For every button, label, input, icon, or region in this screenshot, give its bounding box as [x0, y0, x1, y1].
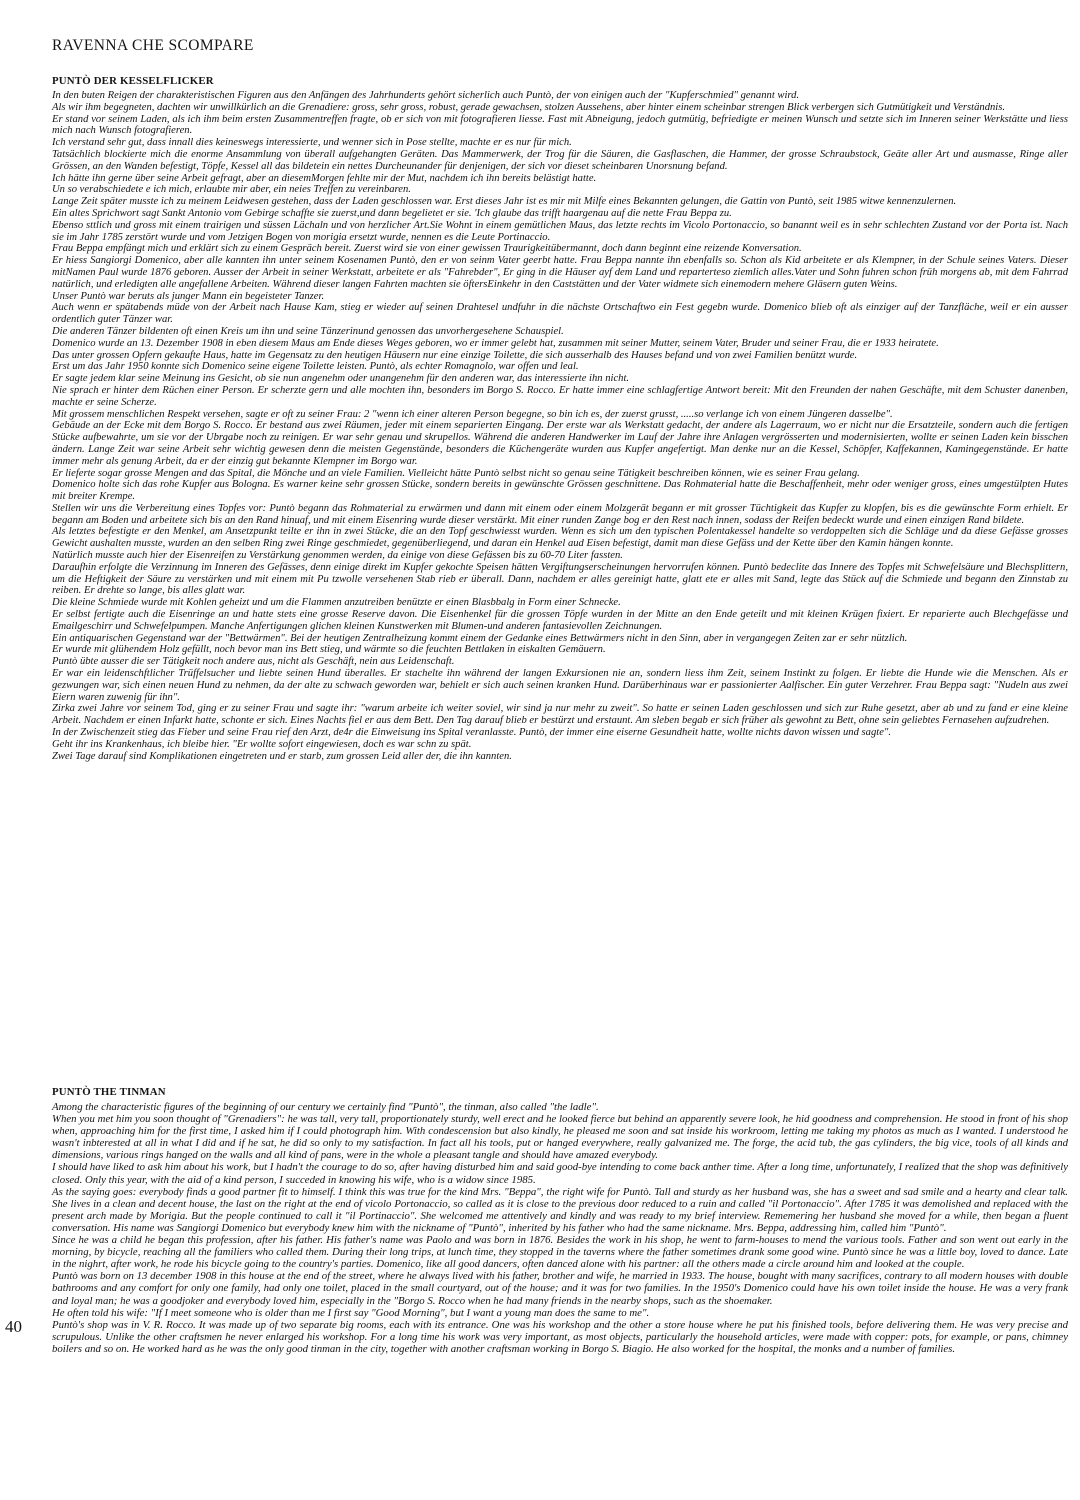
german-paragraph: Er hiess Sangiorgi Domenico, aber alle kannten ihn unter seinem Kosenamen Puntò, den er von seinm Vater geerbt hatte. Frau Beppa nannte ihn ebenfalls so. Schon als Kid arbeitete er als Klempner, in der Schule seines Vaters. Dieser mitNamen Paul wurde 1876 geboren. Ausser der Arbeit in seiner Werkstatt, arbeitete er als "Fahrebder", Er ging in die Häuser ayf dem Land und reparterteso ziemlich alles.Vater und Sohn fuhren schon früh morgens ab, mit dem Fahrrad natürlich, und erledigten alle angefallene Arbeiten. Während dieser langen Fahrten machten sie öftersEinkehr in den Caststätten und der Vater widmete sich einemodern mehere Gläsern guten Weins. [52, 255, 1068, 290]
english-paragraph: Puntò was born on 13 december 1908 in this house at the end of the street, where he always lived with his father, brother and wife, he married in 1933. The house, bought with many sacrifices, contrary to all modern houses with double bathrooms and any comfort for only one family, had only one toilet, placed in the small courtyard, out of the house; and it was for two families. In the 1950's Domenico could have his own toilet inside the house. He was a very frank and loyal man; he was a goodjoker and everybody loved him, especially in the "Borgo S. Rocco when he had many friends in the nearby shops, such as the shoemaker. [52, 1270, 1068, 1307]
german-paragraph: Er selbst fertigte auch die Eisenringe an und hatte stets eine grosse Reserve davon. Die Eisenhenkel für die grossen Töpfe wurden in der Mitte an den Ende geteilt und mit kleinen Krügen fixiert. Er reparierte auch Blechgefässe und Emailgeschirr und Schwefelpumpen. Manche Anfertigungen glichen kleinen Kunstwerken mit Blumen-und anderen fantasievollen Zeichnungen. [52, 609, 1068, 632]
german-paragraph: Mit grossem menschlichen Respekt versehen, sagte er oft zu seiner Frau: 2 "wenn ich einer alteren Person begegne, so bin ich es, der zuerst grusst, .....so verlange ich von einem Jüngeren dasselbe". [52, 408, 893, 420]
german-paragraph: Zwei Tage darauf sind Komplikationen eingetreten und er starb, zum grossen Leid aller der, die ihn kannten. [52, 750, 512, 762]
english-paragraph: As the saying goes: everybody finds a good partner fit to himself. I think this was true for the kind Mrs. "Beppa", the right wife for Puntò. Tall and sturdy as her husband was, she has a sweet and sad smile and a hearty and clear talk. She lives in a clean and decent house, the last on the right at the end of vicolo Portonaccio, so called as it is close to the previous door reduced to a ruin and called "il Portonaccio". After 1785 it was demolished and replaced with the present arch made by Morigia. But the people continued to call it "il Portinaccio". She welcomed me attentively and kindly and was ready to my brief interview. Rememering her husband she moved for a while, then began a fluent conversation. His name was Sangiorgi Domenico but everybody knew him with the nickname of "Puntò", inherited by his father who had the same nickname. Mrs. Beppa, addressing him, called him "Puntò". [52, 1185, 1068, 1234]
german-paragraph: Puntò übte ausser die ser Tätigkeit noch andere aus, nicht als Geschäft, nein aus Leidenschaft. [52, 656, 455, 668]
page-number: 40 [5, 1317, 22, 1336]
german-paragraph: Er lieferte sogar grosse Mengen and das Spital, die Mönche und an viele Familien. Vielleicht hätte Puntò selbst nicht so genau seine Tätigkeit beschreiben können, wie es seiner Frau gelang. [52, 467, 860, 479]
german-paragraph: Ebenso sttlich und gross mit einem trairigen und süssen Lächaln und von herzlicher Art.Sie Wohnt in einem gemütlichen Maus, das letzte rechts im Vicolo Portonaccio, so banannt weil es in sehr schlechten Zustand vor der Porta ist. Nach sie im Jahr 1785 zerstört wurde und vom Jetzigen Bogen von morigia ersetzt wurde, nennen es die Leute Portinaccio. [52, 219, 1068, 243]
german-paragraph: Er sagte jedem klar seine Meinung ins Gesicht, ob sie nun angenehm oder unangenehm für den anderen war, das interessierte ihn nicht. [52, 373, 630, 385]
german-paragraph: Ich verstand sehr gut, dass innall dies keineswegs interessierte, und wenner sich in Pose stellte, machte er es nur für mich. [52, 137, 572, 149]
german-paragraph: Zirka zwei Jahre vor seinem Tod, ging er zu seiner Frau und sagte ihr: "warum arbeite ich weiter soviel, wir sind ja nur mehr zu zweit". So hatte er seinen Laden geschlossen und sich zur Ruhe gesetzt, aber ab und zu fand er eine kleine Arbeit. Nachdem er einen Infarkt hatte, schonte er sich. Eines Nachts fiel er aus dem Bett. Den Tag darauf blieb er bestürzt und erstaunt. Am sleben begab er sich früher als gewohnt zu Bett, ohne sein geliebtes Fernasehen aufzudrehen. [52, 703, 1068, 727]
english-section [52, 1086, 1068, 1355]
german-paragraph: Das unter grossen Opfern gekaufte Haus, hatte im Gegensatz zu den heutigen Häusern nur eine einzige Toilette, die sich ausserhalb des Hauses befand und von zwei Familien benützt wurde. [52, 349, 858, 361]
german-paragraph: Die anderen Tänzer bildenten oft einen Kreis um ihn und seine Tänzerinund genossen das unvorhergesehene Schauspiel. [52, 325, 564, 337]
german-paragraph: Ein altes Sprichwort sagt Sankt Antonio vom Gebirge schaffte sie zuerst,und dann begelietet er sie. 'Ich glaube das trifft haargenau auf die nette Frau Beppa zu. [52, 207, 732, 219]
german-paragraph: Domenico wurde an 13. Dezember 1908 in eben diesem Maus am Ende dieses Weges geboren, wo er immer gelebt hat, zusammen mit seiner Mutter, seinem Vater, Bruder und seiner Frau, die er 1933 heiratete. [52, 337, 939, 349]
german-paragraph: Er stand vor seinem Laden, als ich ihm beim ersten Zusammentreffen fragte, ob er sich von mit fotografieren liesse. Fast mit Abneigung, jedoch gutmütig, befriedigte er meinen Wunsch und setzte sich im Inneren seiner Werkstätte und liess mich nach Wunsch fotografieren. [52, 113, 1068, 137]
english-paragraph: When you met him you soon thought of "Grenadiers": he was tall, very tall, proportionately sturdy, well erect and he looked fierce but behind an apparently severe look, he hid goodness and comprehension. He stood in front of his shop when, approaching him for the first time, I asked him if I could photograph him. With condescension but also kindly, he pleased me soon and sat inside his workroom, letting me taking my photos as much as I wanted. I understood he wasn't inbterested at all in what I did and if he sat, he did so only to my satisfaction. In fact all his tools, put or hanged everywhere, really galvanized me. The forge, the acid tub, the gas cylinders, the big vice, tools of all kinds and dimensions, various rings hanged on the walls and all kind of pans, were in the whole a pleasant tangle and should have amazed everybody. [52, 1113, 1068, 1162]
german-paragraph: Frau Beppa empfängt mich und erklärt sich zu einem Gespräch bereit. Zuerst wird sie von einer gewissen Traurigkeitübermannt, doch dann beginnt eine reizende Konversation. [52, 243, 802, 255]
german-paragraph: Nie sprach er hinter dem Rüchen einer Person. Er scherzte gern und alle mochten ihn, besonders im Borgo S. Rocco. Er hatte immer eine schlagfertige Antwort bereit: Mit den Freunden der nahen Geschäfte, mit dem Schuster danenben, machte er seine Scherze. [52, 384, 1068, 408]
german-title: PUNTÒ DER KESSELFLICKER [52, 75, 214, 87]
german-section [52, 75, 1068, 762]
german-paragraph: Ein antiquarischen Gegenstand war der "Bettwärmen". Bei der heutigen Zentralheizung kommt einem der Gedanke eines Bettwärmers nicht in den Sinn, aber in vergangegen Zeiten zar er sehr nützlich. [52, 632, 908, 644]
german-paragraph: Lange Zeit später musste ich zu meinem Leidwesen gestehen, dass der Laden geschlossen war. Erst dieses Jahr ist es mir mit Milfe eines Bekannten gelungen, die Gattin von Puntò, seit 1985 witwe kennenzulernen. [52, 196, 957, 208]
german-paragraph: Gebäude an der Ecke mit dem Borgo S. Rocco. Er bestand aus zwei Räumen, jeder mit einem separierten Eingang. Der erste war als Werkstatt gedacht, der andere als Lagerraum, wo er nicht nur die Ersatzteile, sondern auch die fertigen Stücke aufbewahrte, um sie vor der Ubrgabe noch zu reinigen. Er war sehr genau und skrupellos. Während die anderen Handwerker im Lauf der Jahre ihre Anlagen vergrösserten und modernisierten, wollte er seinen Laden kein bisschen ändern. Lange Zeit war seine Arbeit sehr wichtig gewesen denn die meisten Gegenstände, besonders die Küchengeräte wurden aus Kupfer angefertigt. Man denke nur an die Kessel, Schöpfer, Kaffekannen, Kamingegenstände. Er hatte immer mehr als genung Arbeit, da er der einzig gut bekannte Klempner im Borgo war. [52, 420, 1068, 467]
german-paragraph: Auch wenn er spätabends müde von der Arbeit nach Hause Kam, stieg er wieder auf seinen Drahtesel undfuhr in die nächste Ortschaftwo ein Fest gegebn wurde. Domenico blieb oft als einziger auf der Tanzfläche, weil er ein ausser ordentlich guter Tänzer war. [52, 302, 1068, 326]
german-paragraph: Unser Puntò war beruts als junger Mann ein begeisteter Tanzer. [52, 290, 325, 302]
english-title: PUNTÒ THE TINMAN [52, 1086, 166, 1098]
german-paragraph: Domenico holte sich das rohe Kupfer aus Bologna. Es warner keine sehr grossen Stücke, sondern bereits in gewünschte Grössen geschnittene. Das Rohmaterial hatte die Beschaffenheit, mehr oder weniger gross, eines umgestülpten Hutes mit breiter Krempe. [52, 479, 1068, 503]
german-paragraph: Erst um das Jahr 1950 konnte sich Domenico seine eigene Toilette leisten. Puntò, als echter Romagnolo, war offen und leal. [52, 361, 579, 373]
german-paragraph: Ich hätte ihn gerne über seine Arbeit gefragt, aber an diesemMorgen fehlte mir der Mut, nachdem ich ihn bereits belästigt hatte. [52, 172, 597, 184]
german-paragraph: Tatsächlich blockierte mich die enorme Ansammlung von überall aufgehangten Geräten. Das Mammerwerk, der Trog für die Säuren, die Gasflaschen, die Hammer, der grosse Schraubstock, Geäte aller Art und ausmasse, Ringe aller Grössen, an den Wanden befestigt, Töpfe, Kessel all das bildetein ein nettes Durcheunander für denjenigen, der sich vor dieset scheinbaren Unorsnung befand. [52, 148, 1068, 172]
german-paragraph: Die kleine Schmiede wurde mit Kohlen geheizt und um die Flammen anzutreiben benützte er einen Blasbbalg in Form einer Schnecke. [52, 597, 621, 609]
german-paragraph: Un so verabschiedete e ich mich, erlaubte mir aber, ein neies Treffen zu vereinbaren. [52, 184, 411, 196]
german-paragraph: Als letztes befestigte er den Menkel, am Ansetzpunkt teilte er ihn in zwei Stücke, die an den Topf geschwiesst wurden. Wenn es sich um den typischen Polentakessel handelte so verdoppelten sich die Schläge und da diese Gefässe grosses Gewicht aushalten musste, wurden an den selben Ring zwei Ringe geschmiedet, gegenüberliegend, und daran ein Henkel aud Eisen befestigt, damit man diese Gefäss und der Kette über den Kamin hängen konnte. [52, 526, 1068, 550]
german-paragraph: Er wurde mit glühendem Holz gefüllt, noch bevor man ins Bett stieg, und wärmte so die feuchten Bettlaken in eiskalten Gemäuern. [52, 644, 606, 656]
german-paragraph: Stellen wir uns die Verbereitung eines Topfes vor: Puntò begann das Rohmaterial zu erwärmen und dann mit einem oder einem Molzgerät begann er mit grosser Tüchtigkeit das Kupfer zu klopfen, bis es die gewünschte Form erhielt. Er begann am Boden und arbeitete sich bis an den Rand hinuaf, und mit einem Eisenring wurde dieser verstärkt. Mit einer runden Zange bog er den Rest nach innen, sodass der Reifen bedeckt wurde und einen einzigen Rand bildete. [52, 502, 1068, 526]
german-paragraph: In den buten Reigen der charakteristischen Figuren aus den Anfängen des Jahrhunderts gehört sicherlich auch Puntò, der von einigen auch der "Kupferschmied" genannt wird. [52, 90, 800, 101]
english-paragraph: I should have liked to ask him about his work, but I hadn't the courage to do so, after having disturbed him and said good-bye intending to come back anther time. After a long time, unfortunately, I realized that the shop was definitively closed. Only this year, with the aid of a kind person, I succeded in knowing his wife, who is a widow since 1985. [52, 1161, 1068, 1186]
german-paragraph: Natürlich musste auch hier der Eisenreifen zu Verstärkung genommen werden, da einige von diese Gefässen bis zu 60-70 Liter fassten. [52, 550, 623, 562]
german-paragraph: Als wir ihm begegneten, dachten wir unwillkürlich an die Grenadiere: gross, sehr gross, robust, gerade gewachsen, stolzen Aussehens, aber hinter einem scheinbar strengen Blick verbergen sich Gutmütigkeit und Verständnis. [52, 101, 1006, 113]
german-paragraph: Daraufhin erfolgte die Verzinnung im Inneren des Gefässes, denn einige direkt im Kupfer gekochte Speisen hätten Vergiftungserscheinungen hervorrufen können. Puntò bedeclite das Innere des Topfes mit Schwefelsäure und Blechsplittern, um die Heftigkeit der Säure zu verstärken und mit einem mit Pu tzwolle versehenen Stab rieb er überall. Dann, nachdem er alles gereinigt hatte, glatt ete er alles mit Sand, legte das Stück auf die Schmiede und begann den Zinnstab zu reiben. Er drehte so lange, bis alles glatt war. [52, 561, 1068, 597]
german-body [52, 90, 1068, 762]
english-paragraph: Among the characteristic figures of the beginning of our century we certainly find "Puntò", the tinman, also called "the ladle". [52, 1101, 599, 1113]
english-paragraph: Since he was a child he began this profession, after his father. His father's name was Paolo and was born in 1876. Besides the work in his shop, he went to farm-houses to mend the various tools. Father and son went out early in the morning, by bicycle, reaching all the familiers who called them. During their long trips, at lunch time, they stopped in the taverns where the father sometimes drank some good wine. Puntò since he was a little boy, loved to dance. Late in the nighrt, after work, he rode his bicycle going to the country's parties. Domenico, like all good dancers, often danced alone with his partner: all the others made a circle around him and looked at the couple. [52, 1234, 1068, 1271]
english-paragraph: He often told his wife: "If I meet someone who is older than me I first say "Good Morning", but I want a young man does the same to me". [52, 1306, 650, 1319]
german-paragraph: Er war ein leidenschftlicher Trüffelsucher und liebte seinen Hund überalles. Er stachelte ihn während der langen Exkursionen nie an, sondern liess ihm Zeit, seinem Instinkt zu folgen. Er liebte die Hunde wie die Menschen. Als er gezwungen war, sich einen neuen Hund zu nehmen, da der alte zu schwach geworden war, behielt er sich auch seinen kranken Hund. Darüberhinaus war er passionierter Aalfischer. Ein guter Verzehrer. Frau Beppa sagt: "Nudeln aus zwei Eiern waren zuwenig für ihn". [52, 668, 1068, 703]
english-body [52, 1101, 1068, 1355]
running-head: RAVENNA CHE SCOMPARE [52, 37, 254, 54]
german-paragraph: In der Zwischenzeit stieg das Fieber und seine Frau rief den Arzt, de4r die Einweisung ins Spital veranlasste. Puntò, der immer eine eiserne Gesundheit hatte, wollte nichts davon wissen und sagte". [52, 727, 891, 739]
german-paragraph: Geht ihr ins Krankenhaus, ich bleibe hier. "Er wollte sofort eingewiesen, doch es war schn zu spät. [52, 738, 472, 750]
english-paragraph: Puntò's shop was in V. R. Rocco. It was made up of two separate big rooms, each with its entrance. One was his workshop and the other a store house where he put his finished tools, before delivering them. He was very precise and scrupulous. Unlike the other craftsmen he never enlarged his workshop. For a long time his work was very important, as most objects, particularly the household articles, were made with copper: pots, for example, or pans, chimney boilers and so on. He worked hard as he was the only good tinman in the city, together with another craftsman working in Borgo S. Biagio. He also worked for the hospital, the monks and a number of families. [52, 1318, 1068, 1355]
